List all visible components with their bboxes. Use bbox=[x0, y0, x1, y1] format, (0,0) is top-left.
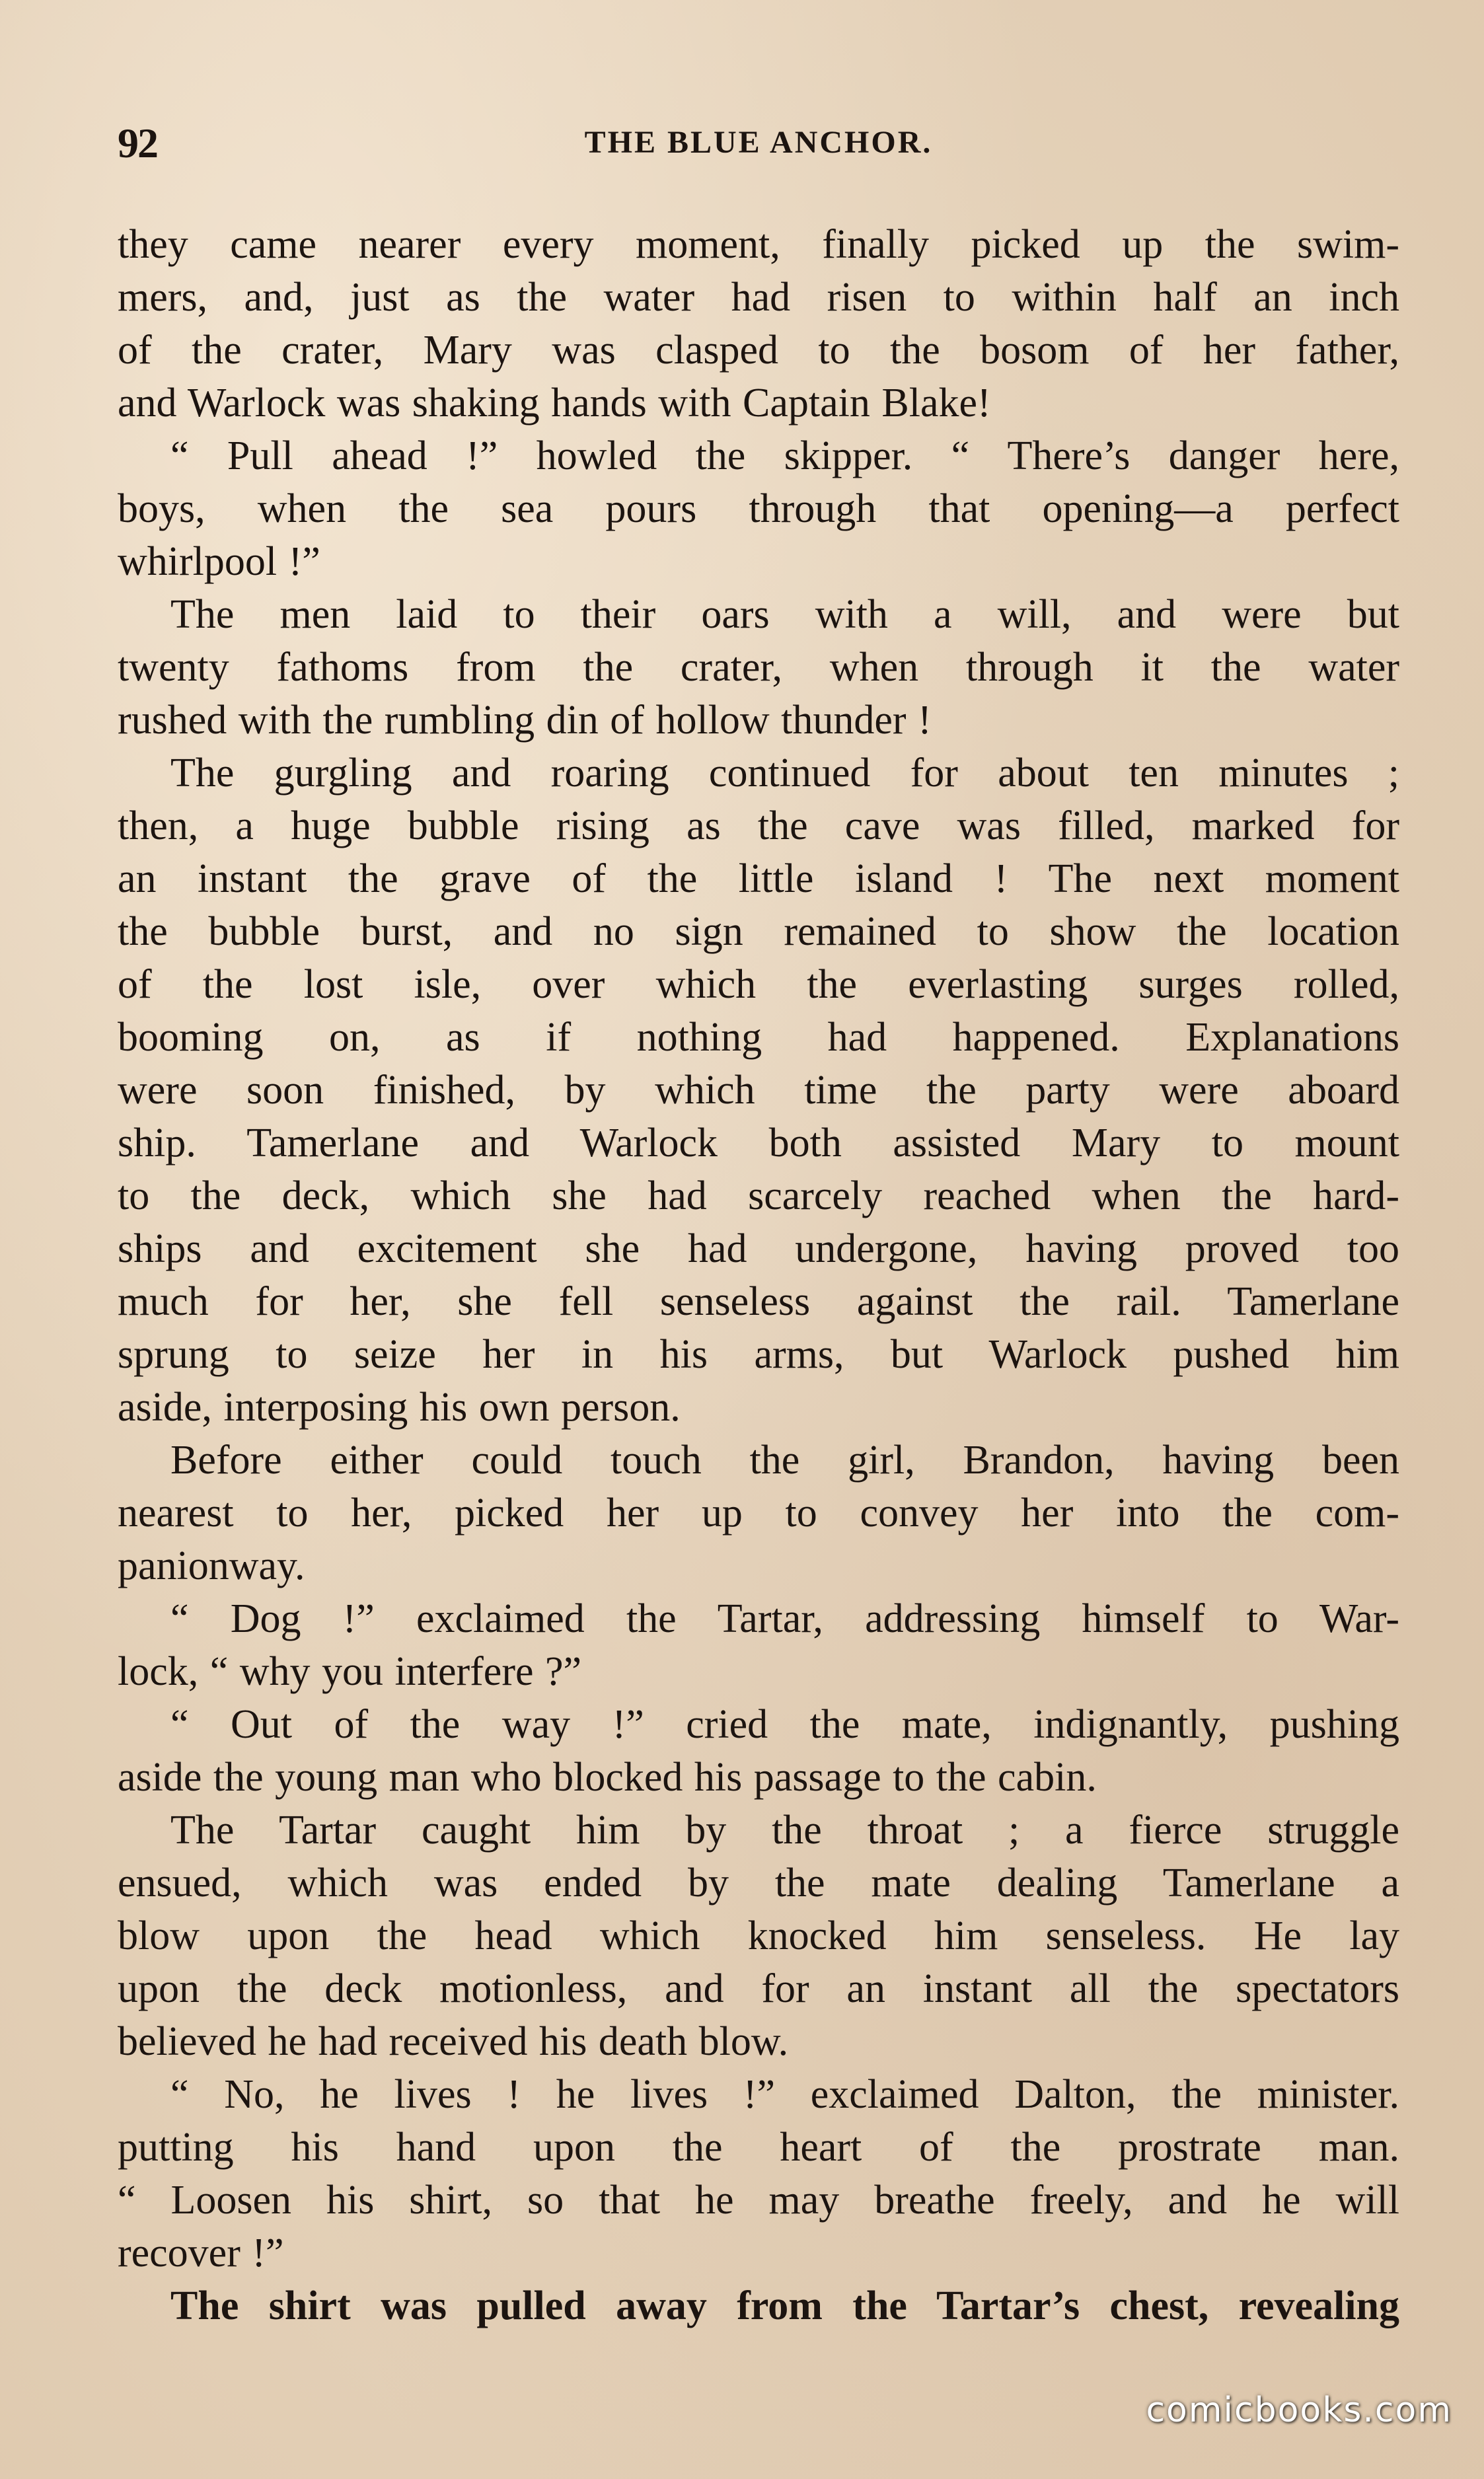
text-line: aside the young man who blocked his passage to the cabin. bbox=[118, 1755, 1097, 1800]
text-line: mers, and, just as the water had risen to within half an inch bbox=[118, 275, 1399, 320]
text-line: twenty fathoms from the crater, when through it the water bbox=[118, 645, 1399, 690]
text-line: upon the deck motionless, and for an instant all the spectators bbox=[118, 1966, 1399, 2011]
paragraph bbox=[118, 747, 1399, 1434]
text-line: panionway. bbox=[118, 1543, 305, 1588]
text-line: whirlpool !” bbox=[118, 539, 320, 584]
paragraph bbox=[118, 218, 1399, 429]
body-text bbox=[118, 218, 1399, 2332]
text-line: aside, interposing his own person. bbox=[118, 1385, 681, 1430]
text-line: “ Pull ahead !” howled the skipper. “ There’s danger here, bbox=[170, 433, 1399, 478]
text-line: rushed with the rumbling din of hollow thunder ! bbox=[118, 698, 932, 743]
paragraph bbox=[118, 2068, 1399, 2279]
text-line: ensued, which was ended by the mate dealing Tamerlane a bbox=[118, 1861, 1399, 1906]
page-header bbox=[118, 119, 1399, 172]
paragraph bbox=[118, 1804, 1399, 2068]
paragraph bbox=[118, 1592, 1399, 1698]
text-line: of the lost isle, over which the everlasting surges rolled, bbox=[118, 962, 1399, 1007]
text-line: The men laid to their oars with a will, and were but bbox=[170, 592, 1399, 637]
text-line: they came nearer every moment, finally picked up the swim- bbox=[118, 222, 1399, 267]
text-line: much for her, she fell senseless against the rail. Tamerlane bbox=[118, 1279, 1399, 1324]
text-line: boys, when the sea pours through that opening—a perfect bbox=[118, 486, 1399, 531]
text-line: lock, “ why you interfere ?” bbox=[118, 1649, 582, 1694]
text-line: an instant the grave of the little island ! The next moment bbox=[118, 856, 1399, 901]
text-line: to the deck, which she had scarcely reached when the hard- bbox=[118, 1173, 1399, 1218]
paragraph bbox=[118, 1434, 1399, 1592]
text-line: and Warlock was shaking hands with Captain Blake! bbox=[118, 381, 991, 426]
watermark: comicbooks.com bbox=[1146, 2390, 1452, 2430]
text-line: The Tartar caught him by the throat ; a fierce struggle bbox=[170, 1808, 1399, 1853]
text-line: sprung to seize her in his arms, but Warlock pushed him bbox=[118, 1332, 1399, 1377]
text-line: then, a huge bubble rising as the cave was filled, marked for bbox=[118, 803, 1399, 848]
paragraph bbox=[118, 2279, 1399, 2332]
text-line: ships and excitement she had undergone, having proved too bbox=[118, 1226, 1399, 1271]
text-line: nearest to her, picked her up to convey her into the com- bbox=[118, 1491, 1399, 1536]
text-line: The gurgling and roaring continued for about ten minutes ; bbox=[170, 751, 1399, 796]
text-line: “ Out of the way !” cried the mate, indignantly, pushing bbox=[170, 1702, 1399, 1747]
text-line: believed he had received his death blow. bbox=[118, 2019, 789, 2064]
text-line: “ Loosen his shirt, so that he may breathe freely, and he will bbox=[118, 2178, 1399, 2223]
text-line: were soon finished, by which time the party were aboard bbox=[118, 1068, 1399, 1113]
paragraph bbox=[118, 1698, 1399, 1804]
page-number: 92 bbox=[118, 120, 157, 166]
running-head: THE BLUE ANCHOR. bbox=[584, 125, 933, 160]
text-line: the bubble burst, and no sign remained to show the location bbox=[118, 909, 1399, 954]
text-line: Before either could touch the girl, Brandon, having been bbox=[170, 1438, 1399, 1483]
text-line: booming on, as if nothing had happened. Explanations bbox=[118, 1015, 1399, 1060]
text-line: recover !” bbox=[118, 2231, 284, 2276]
paragraph bbox=[118, 588, 1399, 747]
text-line: of the crater, Mary was clasped to the bosom of her father, bbox=[118, 328, 1399, 373]
text-line: putting his hand upon the heart of the prostrate man. bbox=[118, 2125, 1399, 2170]
text-line: “ Dog !” exclaimed the Tartar, addressing himself to War- bbox=[170, 1596, 1399, 1641]
text-line: blow upon the head which knocked him senseless. He lay bbox=[118, 1913, 1399, 1958]
paragraph bbox=[118, 429, 1399, 588]
text-line: “ No, he lives ! he lives !” exclaimed Dalton, the minister. bbox=[170, 2072, 1399, 2117]
text-line: The shirt was pulled away from the Tartar’s chest, revealing bbox=[170, 2283, 1399, 2328]
text-line: ship. Tamerlane and Warlock both assisted Mary to mount bbox=[118, 1121, 1399, 1166]
